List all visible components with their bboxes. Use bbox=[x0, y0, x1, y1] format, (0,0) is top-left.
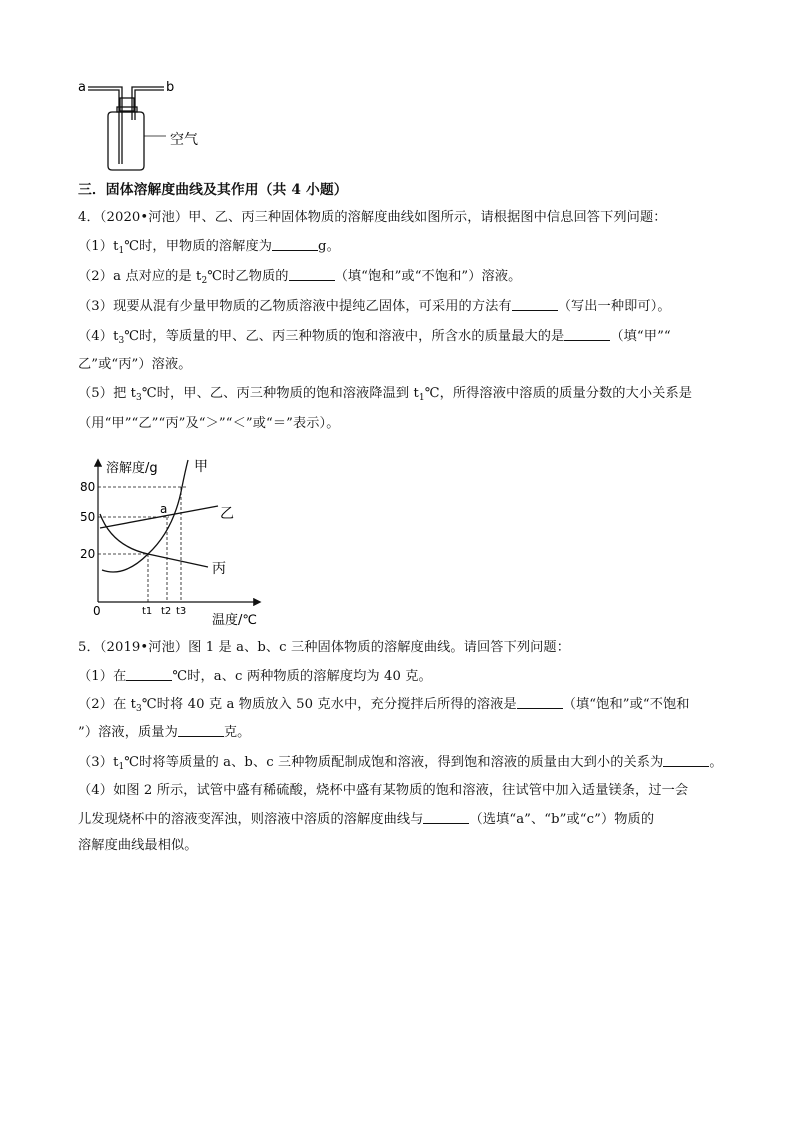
solubility-chart bbox=[74, 452, 274, 630]
y-axis-label: 溶解度/g bbox=[106, 461, 158, 476]
answer-blank[interactable] bbox=[272, 236, 318, 251]
section-title: 三．固体溶解度曲线及其作用（共 4 小题） bbox=[78, 182, 348, 198]
tube-a bbox=[88, 87, 122, 164]
tube-b bbox=[132, 87, 164, 120]
q5-part3: $(3)t_1℃$时将等质量的 a、b、c 三种物质配制成饱和溶液，得到饱和溶液的质量由大到小的关系为 。 bbox=[78, 752, 723, 773]
answer-blank[interactable] bbox=[663, 752, 709, 767]
answer-blank[interactable] bbox=[289, 266, 335, 281]
y-tick-20: 20 bbox=[80, 547, 96, 561]
q5-part4-end: 溶解度曲线最相似。 bbox=[78, 838, 198, 853]
series-bing-curve bbox=[100, 514, 208, 567]
series-bing-label: 丙 bbox=[212, 561, 226, 577]
answer-blank[interactable] bbox=[178, 722, 224, 737]
answer-blank[interactable] bbox=[517, 694, 563, 709]
series-jia-label: 甲 bbox=[194, 459, 208, 475]
origin-label: 0 bbox=[93, 604, 101, 618]
x-tick-t3: t3 bbox=[176, 606, 187, 617]
q5-stem: 5．（2019•河池）图 1 是 a、b、c 三种固体物质的溶解度曲线。请回答下列问题： bbox=[78, 640, 570, 655]
bottle-body bbox=[108, 112, 144, 170]
series-yi-line bbox=[100, 506, 218, 528]
q4-part5-cont: （用“甲”“乙”“丙”及“＞”“＜”或“＝”表示）。 bbox=[78, 416, 340, 431]
q4-stem: 4．（2020•河池）甲、乙、丙三种固体物质的溶解度曲线如图所示，请根据图中信息回答下列问题： bbox=[78, 210, 667, 225]
answer-blank[interactable] bbox=[512, 296, 558, 311]
gas-bottle-diagram bbox=[74, 76, 214, 176]
label-a: a bbox=[78, 80, 86, 95]
y-tick-50: 50 bbox=[80, 510, 96, 524]
x-tick-t1: t1 bbox=[142, 606, 153, 617]
q4-part5: （5）把 $t_3℃$时，甲、乙、丙三种物质的饱和溶液降温到 $t_1℃$，所得溶液中溶质的质量分数的大小关系是 bbox=[78, 386, 693, 403]
q5-part2-cont: ”）溶液，质量为 克。 bbox=[78, 722, 250, 743]
answer-blank[interactable] bbox=[564, 326, 610, 341]
q5-part4-cont: 儿发现烧杯中的溶液变浑浊，则溶液中溶质的溶解度曲线与 （选填“a”、“b”或“c”）物质的 bbox=[78, 809, 654, 830]
series-jia-curve bbox=[102, 460, 188, 572]
y-tick-80: 80 bbox=[80, 480, 96, 494]
x-tick-t2: t2 bbox=[161, 606, 172, 617]
series-yi-label: 乙 bbox=[220, 506, 234, 522]
q4-part3: （3）现要从混有少量甲物质的乙物质溶液中提纯乙固体，可采用的方法有 （写出一种即可）。 bbox=[78, 296, 671, 317]
q4-part1: $(1)t_1℃$时，甲物质的溶解度为 g。 bbox=[78, 236, 340, 257]
label-b: b bbox=[166, 80, 175, 95]
q5-part1: （1）在 ℃时，a、c 两种物质的溶解度均为 40 克。 bbox=[78, 666, 432, 687]
q4-part4: $(4)t_3℃$时，等质量的甲、乙、丙三种物质的饱和溶液中，所含水的质量最大的是 （填“甲”“ bbox=[78, 326, 671, 347]
point-a-label: a bbox=[160, 502, 168, 516]
q4-part4-cont: 乙”或“丙”）溶液。 bbox=[78, 357, 192, 372]
x-axis-label: 温度/℃ bbox=[212, 613, 257, 628]
q5-part4: （4）如图 2 所示，试管中盛有稀硫酸，烧杯中盛有某物质的饱和溶液，往试管中加入适量镁条，过一会 bbox=[78, 783, 689, 798]
answer-blank[interactable] bbox=[126, 666, 172, 681]
q4-part2: （2）a 点对应的是 $t_2℃$时乙物质的 （填“饱和”或“不饱和”）溶液。 bbox=[78, 266, 521, 287]
answer-blank[interactable] bbox=[423, 809, 469, 824]
label-air: 空气 bbox=[170, 132, 198, 148]
q5-part2: （2）在 $t_3℃$时将 40 克 a 物质放入 50 克水中，充分搅拌后所得的溶液是 （填“饱和”或“不饱和 bbox=[78, 694, 690, 715]
